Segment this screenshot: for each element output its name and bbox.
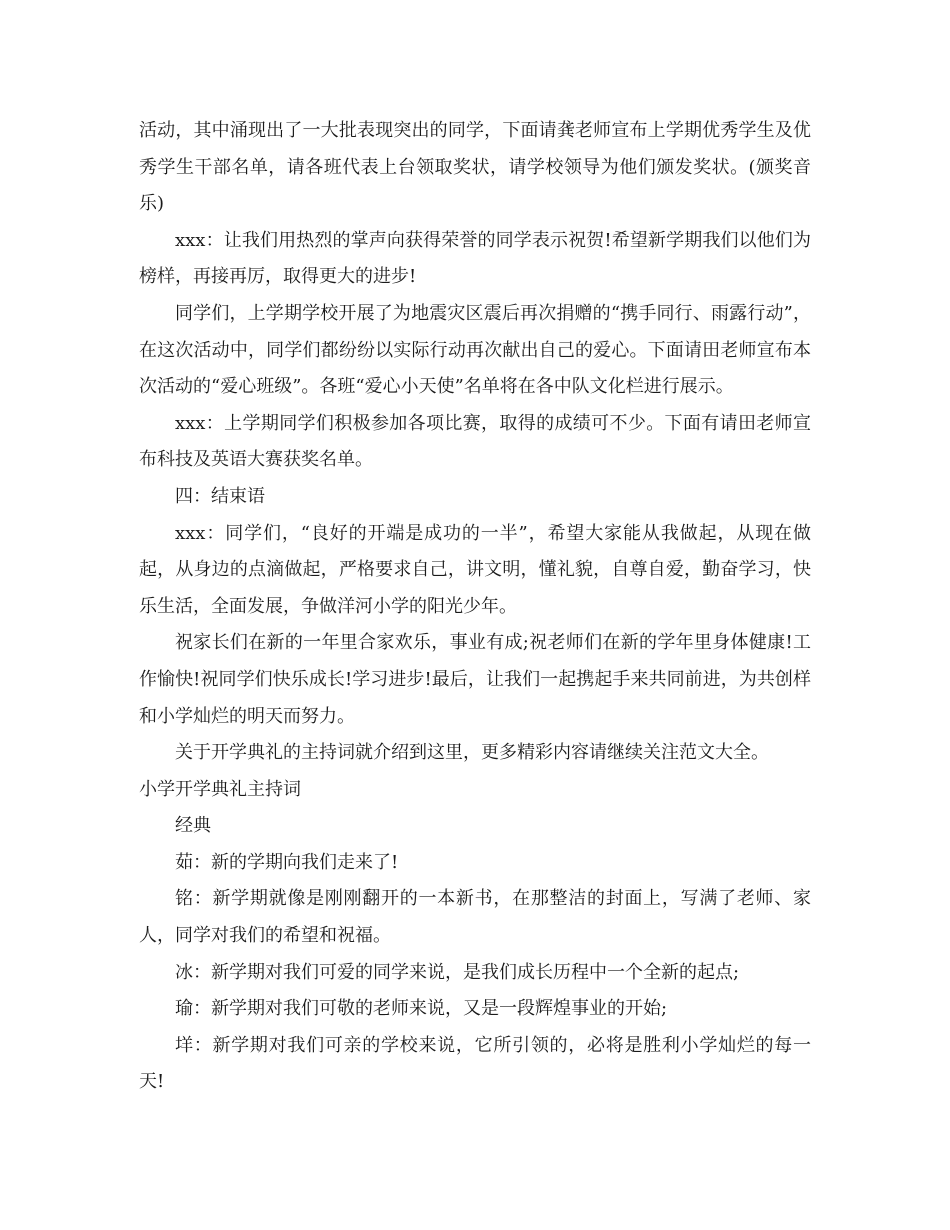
paragraph-donation-activity: 同学们，上学期学校开展了为地震灾区震后再次捐赠的“携手同行、雨露行动”，在这次活动中，同学们都纷纷以实际行动再次献出自己的爱心。下面请田老师宣布本次活动的“爱心班级”。各班“爱心小天使”名单将在各中队文化栏进行展示。	[139, 302, 811, 398]
paragraph-competition-awards: xxx：上学期同学们积极参加各项比赛，取得的成绩可不少。下面有请田老师宣布科技及英语大赛获奖名单。	[139, 412, 811, 471]
paragraph-wishes: 祝家长们在新的一年里合家欢乐，事业有成;祝老师们在新的学年里身体健康!工作愉快!祝同学们快乐成长!学习进步!最后，让我们一起携起手来共同前进，为共创样和小学灿烂的明天而努力。	[139, 632, 811, 727]
document-body	[139, 113, 811, 1101]
section-subtitle: 经典	[175, 815, 211, 837]
dialogue-line: 茹：新的学期向我们走来了!	[175, 851, 399, 873]
dialogue-line: 瑜：新学期对我们可敬的老师来说，又是一段辉煌事业的开始;	[175, 998, 668, 1020]
document-section-title: 小学开学典礼主持词	[139, 778, 301, 800]
dialogue-line: 冰：新学期对我们可爱的同学来说，是我们成长历程中一个全新的起点;	[175, 961, 740, 983]
section-heading-closing: 四：结束语	[175, 485, 265, 507]
dialogue-line: 铭：新学期就像是刚刚翻开的一本新书，在那整洁的封面上，写满了老师、家人，同学对我们的希望和祝福。	[139, 888, 811, 947]
paragraph-congratulations: xxx：让我们用热烈的掌声向获得荣誉的同学表示祝贺!希望新学期我们以他们为榜样，再接再厉，取得更大的进步!	[139, 229, 811, 288]
paragraph-closing-remarks: xxx：同学们，“良好的开端是成功的一半”，希望大家能从我做起，从现在做起，从身边的点滴做起，严格要求自己，讲文明，懂礼貌，自尊自爱，勤奋学习，快乐生活，全面发展，争做洋河小学的阳光少年。	[139, 522, 811, 617]
paragraph-editor-note: 关于开学典礼的主持词就介绍到这里，更多精彩内容请继续关注范文大全。	[175, 742, 769, 764]
dialogue-line: 垟：新学期对我们可亲的学校来说，它所引领的，必将是胜利小学灿烂的每一天!	[139, 1034, 811, 1093]
paragraph-award-activity: 活动，其中涌现出了一大批表现突出的同学，下面请龚老师宣布上学期优秀学生及优秀学生干部名单，请各班代表上台领取奖状，请学校领导为他们颁发奖状。(颁奖音乐)	[139, 120, 811, 215]
